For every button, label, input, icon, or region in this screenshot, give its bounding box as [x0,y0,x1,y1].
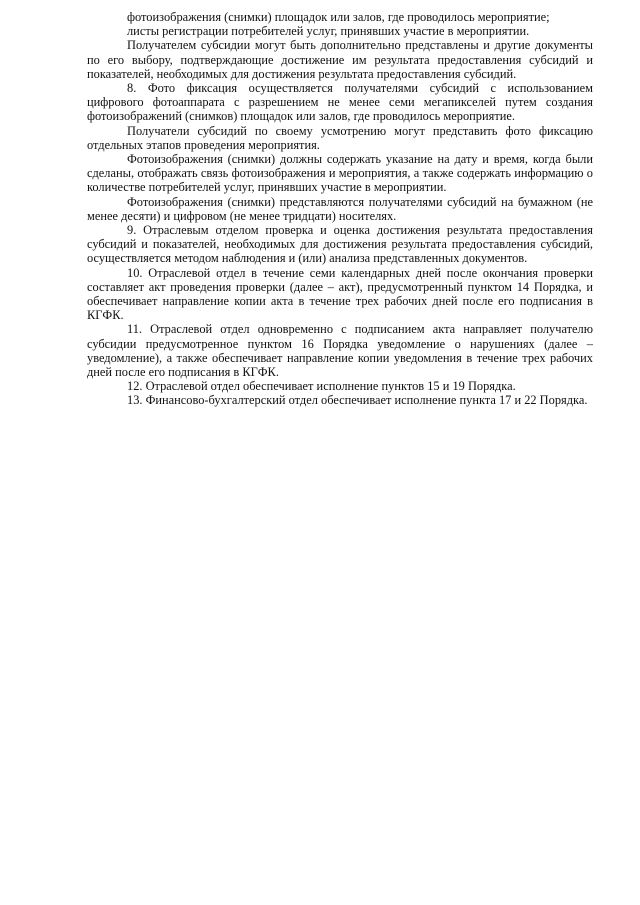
paragraph-photo-list-item: фотоизображения (снимки) площадок или залов, где проводилось мероприятие; [127,10,550,24]
paragraph-photo-stages: Получатели субсидий по своему усмотрению могут представить фото фиксацию отдельных этапов проведения мероприятия. [87,123,593,152]
paragraph-additional-docs: Получателем субсидии могут быть дополнительно представлены и другие документы по его выбору, подтверждающие достижение им результата предоставления субсидий и показателей, необходимых для достижения результата предоставления субсидий. [87,38,593,81]
paragraph-item-9: 9. Отраслевым отделом проверка и оценка достижения результата предоставления субсидий и показателей, необходимых для достижения результата предоставления субсидий, осуществляется методом наблюдения и (или) анализа представленных документов. [87,223,593,266]
paragraph-item-12: 12. Отраслевой отдел обеспечивает исполнение пунктов 15 и 19 Порядка. [127,379,516,394]
paragraph-registration-list-item: листы регистрации потребителей услуг, принявших участие в мероприятии. [127,24,530,39]
paragraph-photo-content: Фотоизображения (снимки) должны содержать указание на дату и время, когда были сделаны, отображать связь фотоизображения и мероприятия, а также содержать информацию о количестве потребителей услуг, принявших участие в мероприятии. [87,152,593,195]
paragraph-item-11: 11. Отраслевой отдел одновременно с подписанием акта направляет получателю субсидии предусмотренное пунктом 16 Порядка уведомление о нарушениях (далее – уведомление), а также обеспечивает направление копии уведомления в течение трех рабочих дней после его подписания в КГФК. [87,322,593,380]
paragraph-photo-media: Фотоизображения (снимки) представляются получателями субсидий на бумажном (не менее десяти) и цифровом (не менее тридцати) носителях. [87,194,593,223]
paragraph-item-8: 8. Фото фиксация осуществляется получателями субсидий с использованием цифрового фотоаппарата с разрешением не менее семи мегапикселей путем создания фотоизображений (снимков) площадок или залов, где проводилось мероприятие. [87,81,593,124]
document-page [87,10,593,408]
paragraph-item-10: 10. Отраслевой отдел в течение семи календарных дней после окончания проверки составляет акт проведения проверки (далее – акт), предусмотренный пунктом 14 Порядка, и обеспечивает направление копии акта в течение трех рабочих дней после его подписания в КГФК. [87,265,593,323]
paragraph-item-13: 13. Финансово-бухгалтерский отдел обеспечивает исполнение пункта 17 и 22 Порядка. [127,393,588,408]
